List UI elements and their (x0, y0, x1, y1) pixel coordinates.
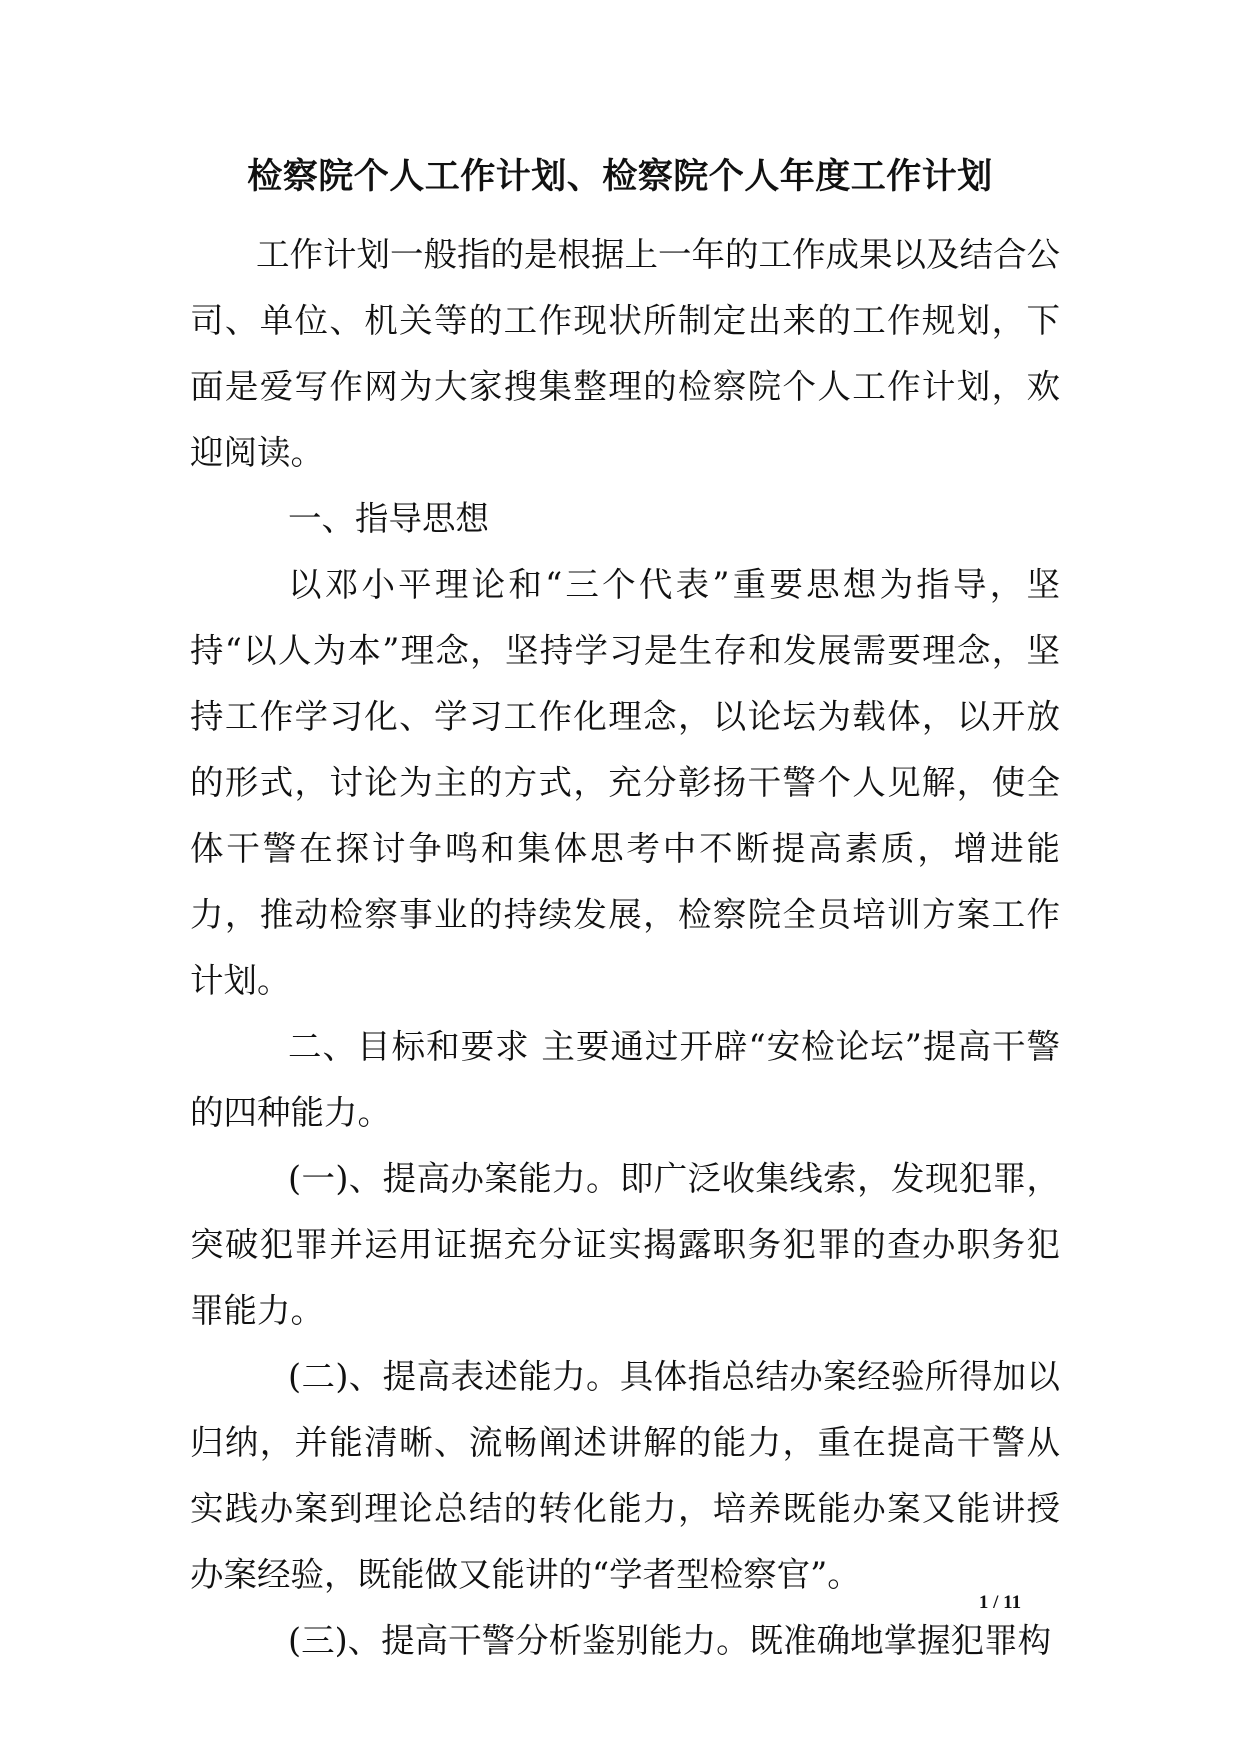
page-number: 1 / 11 (978, 1592, 1022, 1613)
paragraph-goals-requirements: 二、目标和要求 主要通过开辟“安检论坛”提高干警的四种能力。 (190, 1027, 1060, 1132)
paragraph-guiding-thought: 以邓小平理论和“三个代表”重要思想为指导，坚持“以人为本”理念，坚持学习是生存和发展需要理念，坚持工作学习化、学习工作化理念，以论坛为载体，以开放的形式，讨论为主的方式，充分彰扬干警个人见解，使全体干警在探讨争鸣和集体思考中不断提高素质，增进能力，推动检察事业的持续发展，检察院全员培训方案工作计划。 (190, 565, 1060, 1000)
section-heading-guiding-thought: 一、指导思想 (288, 499, 489, 538)
document-title: 检察院个人工作计划、检察院个人年度工作计划 (247, 156, 993, 197)
paragraph-item-2: (二)、提高表述能力。具体指总结办案经验所得加以归纳，并能清晰、流畅阐述讲解的能力，重在提高干警从实践办案到理论总结的转化能力，培养既能办案又能讲授办案经验，既能做又能讲的“学者型检察官”。 (190, 1357, 1060, 1594)
paragraph-intro: 工作计划一般指的是根据上一年的工作成果以及结合公司、单位、机关等的工作现状所制定出来的工作规划，下面是爱写作网为大家搜集整理的检察院个人工作计划，欢迎阅读。 (190, 235, 1060, 472)
paragraph-item-1: (一)、提高办案能力。即广泛收集线索，发现犯罪，突破犯罪并运用证据充分证实揭露职务犯罪的查办职务犯罪能力。 (190, 1159, 1060, 1330)
document-body (190, 222, 1060, 1674)
paragraph-item-3: (三)、提高干警分析鉴别能力。既准确地掌握犯罪构 (288, 1621, 1052, 1660)
